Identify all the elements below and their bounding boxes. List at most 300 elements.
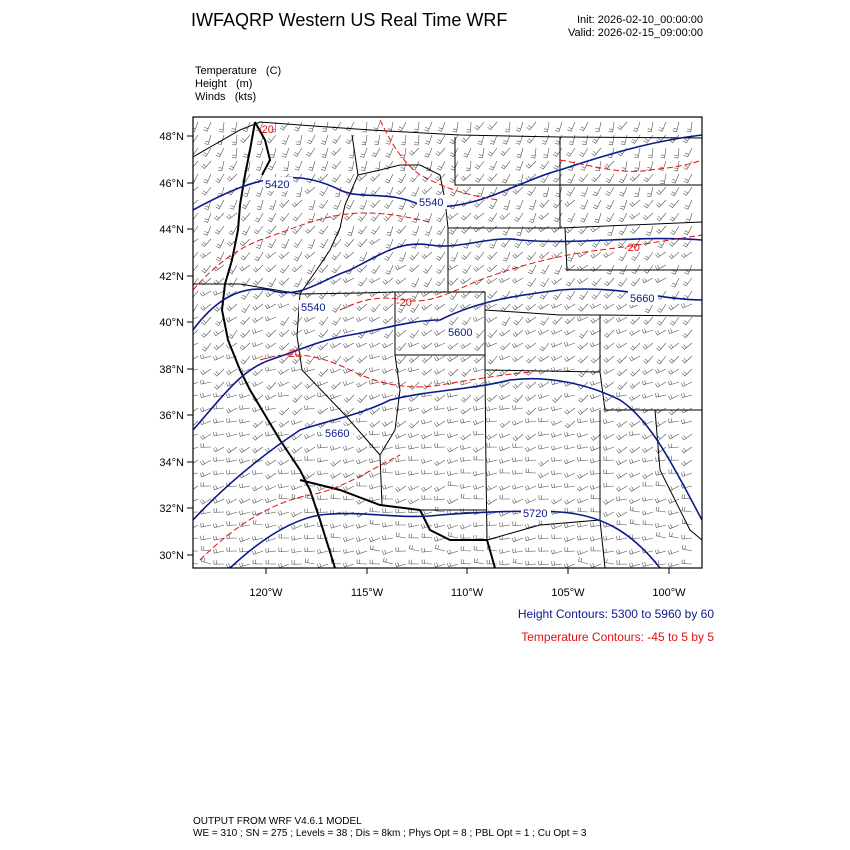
wind-barb [526,395,537,401]
wind-barb [449,304,458,312]
wind-barb [266,330,276,337]
wind-barb [513,330,523,337]
wind-barb [564,537,575,542]
wind-barb [375,161,380,171]
wind-barb [475,122,484,130]
wind-barb [578,395,588,402]
wind-barb [669,200,679,208]
wind-barb [200,536,211,541]
wind-barb [227,547,237,551]
wind-barb [304,523,315,528]
wind-barb [202,161,212,169]
wind-barb [422,330,433,336]
wind-barb [595,161,601,171]
wind-barb [684,148,692,157]
wind-barb [219,122,224,132]
wind-barb [512,485,523,490]
wind-barb [488,213,497,221]
wind-barb [643,356,653,364]
wind-barb [687,122,692,132]
wind-barb [448,213,458,219]
wind-barb [330,343,341,348]
wind-barb [437,226,445,235]
wind-barb [656,200,666,207]
wind-barb [617,421,627,427]
wind-barb [412,226,419,235]
wind-barb [682,535,692,539]
wind-barb [333,200,341,209]
wind-barb [656,226,666,234]
wind-barb [265,485,276,490]
wind-barb [604,470,614,474]
wind-barb [280,317,289,325]
wind-barb [241,356,250,364]
wind-barb [539,431,550,435]
wind-barb [647,161,653,171]
wind-barb [308,161,315,171]
wind-barb [526,457,536,461]
wind-barb [487,174,497,182]
wind-barb [409,356,419,363]
wind-barb [343,459,354,464]
wind-barb [280,265,289,273]
wind-barb [383,317,393,324]
wind-barb [343,278,354,283]
wind-barb [669,343,679,349]
wind-barb [475,239,484,248]
wind-barb [670,317,679,325]
wind-barb [474,535,485,539]
wind-barb [669,304,679,310]
wind-barb [343,446,354,451]
wind-barb [281,239,289,248]
wind-barb [460,419,471,424]
wind-barb [292,395,302,402]
wind-barb [292,265,302,272]
wind-barb [305,535,315,539]
wind-barb [343,486,354,491]
lat-label-46: 46°N [159,178,184,190]
wind-barb [629,330,640,335]
wind-barb [513,252,523,258]
wind-barb [669,418,680,422]
wind-barb [656,481,666,486]
wind-barb [401,135,406,145]
wind-barb [447,265,458,270]
wind-barb [200,434,211,439]
wind-barb [461,278,472,284]
wind-barb [213,291,224,296]
wind-barb [305,382,315,388]
wind-barb [564,563,575,568]
wind-barb [551,524,562,529]
wind-barb [526,434,537,440]
lat-label-38: 38°N [159,364,184,376]
wind-barb [516,161,523,170]
wind-barb [475,330,484,338]
wind-barb [319,226,328,234]
wind-barb [486,471,497,476]
wind-barb [386,226,393,236]
wind-barb [421,459,432,464]
temperature-contour-legend: Temperature Contours: -45 to 5 by 5 [521,630,714,644]
wind-barb [436,148,446,156]
wind-barb [629,486,640,491]
wind-barb [369,367,380,372]
wind-barb [630,343,640,350]
wind-barb [564,342,575,347]
wind-barb [320,239,328,248]
wind-barb [564,393,575,397]
wind-barb [447,471,458,476]
wind-barb [629,562,640,567]
wind-barb [227,304,237,311]
wind-barb [526,418,537,422]
wind-barb [552,561,562,565]
wind-barb [304,367,315,372]
wind-barb [593,187,601,196]
wind-barb [362,122,367,132]
wind-barb [319,265,329,273]
wind-barb [291,420,302,425]
wind-barb [579,291,588,299]
wind-barb [318,174,328,181]
wind-barb [684,174,692,183]
wind-barb [214,213,224,220]
wind-barb [671,174,679,183]
wind-barb [513,187,523,194]
longitude-axis [266,568,669,574]
wind-barb [655,265,666,270]
wind-barb [436,265,445,274]
wind-barb [447,459,458,464]
height-label-5540a: 5540 [419,197,444,209]
wind-barb [425,226,432,235]
wind-barb [332,174,341,182]
wind-barb [669,252,679,259]
height-contours [193,135,702,568]
wind-barb [371,213,380,221]
wind-barb [304,434,315,439]
height-label-5540b: 5540 [301,302,326,314]
wind-barb [293,213,302,221]
wind-barb [382,421,393,426]
wind-barb [304,317,315,322]
wind-barb [399,200,406,209]
wind-barb [682,369,692,376]
wind-barb [386,187,393,196]
wind-barb [620,200,627,210]
wind-barb [411,278,419,287]
wind-barb [435,421,446,427]
wind-barb [647,187,653,197]
wind-barb [512,499,523,504]
wind-barb [278,303,289,308]
wind-barb [343,549,354,553]
map-title: IWFAQRP Western US Real Time WRF [191,10,508,30]
wind-barb [578,408,588,415]
wind-barb [461,494,471,499]
wind-barb [682,434,692,440]
wind-barb [226,499,237,504]
wind-barb [422,382,432,389]
wind-barb [356,459,367,464]
wind-barb [189,304,198,313]
wind-barb [474,265,484,271]
wind-barb [241,291,250,299]
wind-barb [305,473,316,479]
wind-barb [591,317,601,323]
wind-barb [332,304,341,312]
wind-barb [592,135,601,143]
wind-barb [294,278,302,287]
wind-barb [409,534,419,538]
wind-barb [292,408,302,415]
wind-barb [201,557,211,564]
wind-barb [475,252,484,260]
wind-barb [214,330,225,336]
wind-barb [215,226,224,234]
wind-barb [604,330,614,337]
wind-barb [684,161,693,170]
wind-barb [346,200,354,209]
wind-barb [279,330,289,337]
wind-barb [565,547,575,551]
wind-barb [544,122,549,132]
wind-barb [590,563,601,568]
wind-barb [255,252,263,261]
wind-barb [408,471,419,476]
wind-barb [369,395,380,400]
wind-barb [358,239,367,247]
wind-barb [265,395,276,400]
wind-barb [467,122,472,132]
wind-barb [435,443,445,447]
wind-barb [616,460,627,465]
wind-barb [595,122,601,132]
wind-barb [253,278,263,285]
wind-barb [473,447,484,452]
wind-barb [526,343,537,349]
wind-barb [673,122,679,132]
wind-barb [395,562,406,567]
model-parameters: WE = 310 ; SN = 275 ; Levels = 38 ; Dis = 8km ; Phys Opt = 8 ; PBL Opt = 1 ; Cu Opt = 3 [193,828,587,839]
wind-barb [356,317,367,322]
wind-barb [331,382,341,389]
wind-barb [357,560,367,564]
wind-barb [253,434,263,440]
wind-barb [278,460,289,465]
wind-barb [242,200,250,209]
height-label-5720: 5720 [523,508,548,520]
wind-barb [356,550,367,555]
wind-barb [514,213,523,222]
wind-barb [656,532,666,538]
wind-barb [358,226,367,234]
wind-barb [293,317,302,325]
wind-barb [642,536,653,540]
wind-barb [578,304,588,311]
wind-barb [656,252,667,258]
wind-barb [551,483,562,487]
wind-barb [278,369,289,375]
wind-barb [216,252,224,261]
wind-barb [408,523,419,527]
wind-barb [291,512,302,517]
wind-barb [500,405,511,409]
wind-barb [606,213,614,222]
wind-barb [618,278,627,286]
wind-barb [308,122,315,132]
wind-barb [643,473,654,479]
wind-barb [252,342,263,347]
wind-barb [668,395,679,400]
wind-barb [241,252,250,260]
wind-barb [617,369,627,376]
wind-barb [384,252,393,261]
wind-barb [580,200,588,209]
wind-barb [383,535,394,539]
wind-barb [630,519,640,525]
wind-barb [540,239,549,247]
wind-barb [590,381,601,386]
wind-barb [252,536,263,540]
wind-barb [461,559,471,564]
wind-barb [343,537,354,542]
model-info: OUTPUT FROM WRF V4.6.1 MODEL [193,816,362,827]
wind-barb [305,187,315,194]
wind-barb [655,523,666,528]
wind-barb [603,549,614,553]
wind-barb [292,560,302,564]
wind-barb [265,316,276,321]
wind-barb [630,226,640,234]
wind-barb [296,187,302,197]
wind-barb [229,226,237,235]
wind-barb [527,252,536,260]
wind-barb [503,200,510,210]
wind-barb [448,343,458,349]
wind-barb [436,252,445,260]
wind-barb [617,304,628,310]
wind-barb [605,278,615,286]
wind-barb [538,330,549,335]
wind-barb [343,381,354,386]
wind-barb [203,122,211,131]
wind-barb [239,394,250,399]
wind-barb [525,485,536,490]
wind-barb [681,472,692,477]
wind-barb [551,433,562,438]
wind-barb [241,135,251,143]
wind-barb [268,278,276,287]
wind-barb [474,213,484,219]
wind-barb [279,278,289,285]
wind-barb [410,330,419,338]
wind-barb [551,549,562,554]
wind-barb [552,317,562,324]
wind-barb [590,485,601,490]
wind-barb [512,343,523,348]
wind-barb [630,421,641,427]
wind-barb [227,174,237,181]
wind-barb [526,408,536,415]
wind-barb [370,431,380,435]
wind-barb [577,473,588,478]
wind-barb [529,200,536,210]
wind-barb [293,239,302,248]
wind-barb [401,148,406,158]
wind-barb [305,405,316,409]
wind-barb [474,356,484,363]
wind-barb [279,200,289,208]
wind-barb [279,408,289,415]
wind-barb [517,148,524,158]
wind-barb [525,447,536,452]
wind-barb [526,469,536,473]
wind-barb [513,434,523,441]
wind-barb [514,317,523,325]
wind-barb [513,470,523,474]
wind-barb [668,369,679,374]
wind-barb [466,161,471,171]
wind-barb [657,291,666,299]
wind-barb [343,317,354,322]
wind-barb [603,536,614,541]
wind-barb [590,330,601,335]
wind-barb [343,343,354,348]
wind-barb [629,499,640,504]
wind-barb [513,356,524,362]
wind-barb [540,343,549,351]
wind-barb [253,317,264,323]
wind-barb [619,187,627,196]
wind-barb [240,405,251,409]
wind-barb [539,460,549,466]
wind-barb [499,433,510,438]
lon-label-100: 100°W [652,587,686,599]
wind-barb [257,200,263,210]
wind-barb [500,421,510,428]
wind-barb [461,343,472,349]
wind-barb [447,563,458,568]
wind-barb [603,499,614,504]
wind-barb [603,369,614,374]
wind-barb [424,239,432,248]
wind-barb [200,472,211,477]
wind-barb [447,406,458,411]
wind-barb [309,200,315,210]
wind-barb [253,447,264,453]
wind-barb [332,265,341,273]
wind-barb [551,406,562,411]
wind-barb [564,432,575,436]
wind-barb [565,317,575,324]
wind-barb [254,226,263,234]
temp-label-4: -20 [258,124,274,136]
wind-barb [332,161,341,169]
wind-barb [590,446,601,451]
wind-barb [643,213,653,220]
wind-barb [279,548,289,552]
wind-barb [397,356,407,364]
wind-barb [460,524,471,529]
wind-barb [362,135,367,145]
wind-barb [669,444,679,448]
wind-barb [606,174,614,183]
wind-barb [265,304,276,309]
wind-barb [594,213,601,223]
